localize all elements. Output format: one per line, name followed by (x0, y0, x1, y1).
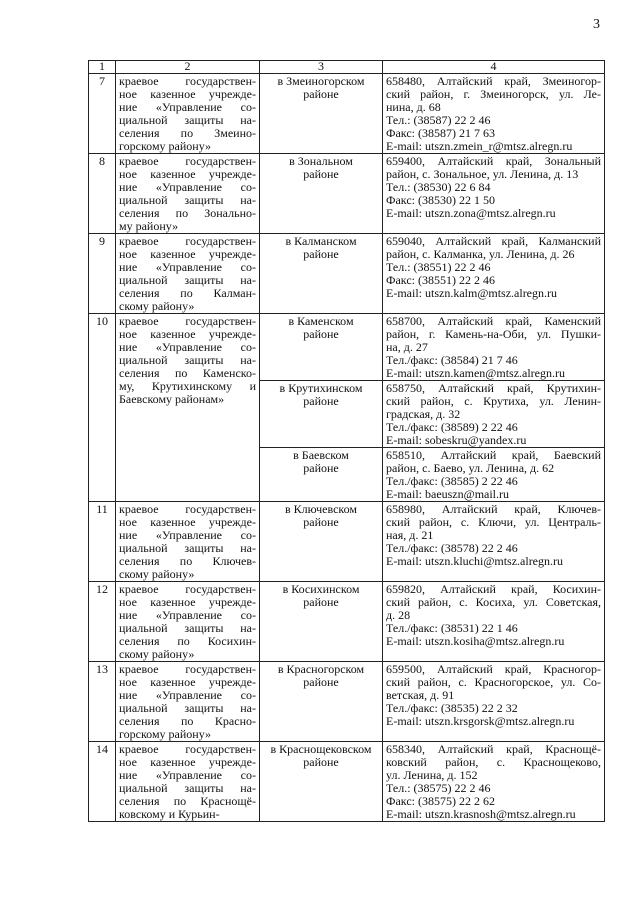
district-line: в Косихинском (282, 582, 360, 596)
phone: Тел./факс: (38578) 22 2 46 (386, 541, 518, 555)
organization-line: му, Крутихинскому и (119, 379, 256, 393)
address-line: 659820, Алтайский край, Косихин- (386, 582, 601, 596)
address-line: 658480, Алтайский край, Змеиногор- (386, 74, 601, 88)
organization-line: ковскому и Курьин- (119, 807, 220, 821)
fax: Факс: (38530) 22 1 50 (386, 193, 495, 207)
address-line: 658980, Алтайский край, Ключев- (386, 502, 601, 516)
table-row (89, 314, 605, 381)
organization-line: му району» (119, 219, 179, 233)
table-row (89, 662, 605, 742)
contact-info (383, 234, 605, 314)
district-name (260, 234, 383, 314)
organization-line: циальной защиты на- (119, 353, 256, 367)
phone: Тел.: (38587) 22 2 46 (386, 113, 491, 127)
organization-line: селения по Красно- (119, 714, 256, 728)
social-protection-offices-table (88, 60, 605, 822)
address-line: 658510, Алтайский край, Баевский (386, 448, 601, 462)
address-line: ковский район, с. Краснощеково, (386, 755, 601, 769)
organization-line: краевое государствен- (119, 74, 256, 88)
organization-line: ное казенное учрежде- (119, 595, 256, 609)
row-number: 12 (89, 582, 116, 662)
email: E-mail: baeuszn@mail.ru (386, 487, 510, 501)
address-line: ветская, д. 91 (386, 688, 455, 702)
address-line: ский район, с. Ключи, ул. Централь- (386, 515, 601, 529)
district-line: районе (303, 515, 339, 529)
address-line: на, д. 27 (386, 340, 428, 354)
district-name (260, 448, 383, 502)
address-line: район, с. Баево, ул. Ленина, д. 62 (386, 461, 555, 475)
organization-name (116, 74, 260, 154)
organization-name (116, 314, 260, 502)
district-line: районе (303, 247, 339, 261)
row-number: 7 (89, 74, 116, 154)
organization-line: краевое государствен- (119, 314, 256, 328)
email: E-mail: utszn.zmein_r@mtsz.alregn.ru (386, 139, 573, 153)
organization-line: ние «Управление со- (119, 100, 256, 114)
organization-line: циальной защиты на- (119, 113, 256, 127)
district-name (260, 154, 383, 234)
fax: Факс: (38587) 21 7 63 (386, 126, 495, 140)
district-line: районе (303, 167, 339, 181)
district-name (260, 582, 383, 662)
row-number: 11 (89, 502, 116, 582)
organization-line: ние «Управление со- (119, 260, 256, 274)
organization-line: скому району» (119, 647, 195, 661)
address-line: район, г. Камень-на-Оби, ул. Пушки- (386, 327, 601, 341)
contact-info (383, 154, 605, 234)
organization-line: селения по Каменско- (119, 366, 256, 380)
district-line: районе (303, 461, 339, 475)
phone: Тел.: (38551) 22 2 46 (386, 260, 491, 274)
organization-line: циальной защиты на- (119, 273, 256, 287)
organization-line: ние «Управление со- (119, 528, 256, 542)
email: E-mail: utszn.zona@mtsz.alregn.ru (386, 206, 556, 220)
email: E-mail: utszn.krsgorsk@mtsz.alregn.ru (386, 714, 575, 728)
address-line: район, с. Калманка, ул. Ленина, д. 26 (386, 247, 575, 261)
organization-line: ние «Управление со- (119, 180, 256, 194)
organization-name (116, 154, 260, 234)
phone: Тел./факс: (38535) 22 2 32 (386, 701, 518, 715)
row-number: 14 (89, 742, 116, 822)
address-line: 659400, Алтайский край, Зональный (386, 154, 601, 168)
district-line: в Каменском (288, 314, 354, 328)
organization-line: краевое государствен- (119, 742, 256, 756)
organization-line: циальной защиты на- (119, 701, 256, 715)
district-line: районе (303, 675, 339, 689)
header-cell-3: 3 (260, 61, 383, 74)
organization-line: ное казенное учрежде- (119, 755, 256, 769)
phone: Тел./факс: (38584) 21 7 46 (386, 353, 518, 367)
address-line: ский район, с. Косиха, ул. Советская, (386, 595, 601, 609)
email: E-mail: utszn.kosiha@mtsz.alregn.ru (386, 634, 565, 648)
address-line: ский район, с. Красногорское, ул. Со- (386, 675, 601, 689)
district-line: в Красногорском (277, 662, 365, 676)
organization-line: селения по Калман- (119, 286, 256, 300)
organization-line: ное казенное учрежде- (119, 87, 256, 101)
phone: Тел.: (38530) 22 6 84 (386, 180, 491, 194)
organization-line: ние «Управление со- (119, 608, 256, 622)
phone: Тел./факс: (38585) 2 22 46 (386, 474, 518, 488)
organization-line: горскому району» (119, 727, 212, 741)
organization-line: ное казенное учрежде- (119, 167, 256, 181)
email: E-mail: utszn.kamen@mtsz.alregn.ru (386, 366, 565, 380)
phone: Тел.: (38575) 22 2 46 (386, 781, 491, 795)
district-line: в Ключевском (284, 502, 358, 516)
header-cell-1: 1 (89, 61, 116, 74)
organization-line: циальной защиты на- (119, 621, 256, 635)
contact-info (383, 74, 605, 154)
organization-line: циальной защиты на- (119, 541, 256, 555)
district-line: в Зональном (289, 154, 353, 168)
contact-info (383, 502, 605, 582)
organization-name (116, 582, 260, 662)
fax: Факс: (38551) 22 2 46 (386, 273, 495, 287)
organization-name (116, 662, 260, 742)
phone: Тел./факс: (38531) 22 1 46 (386, 621, 518, 635)
organization-line: скому району» (119, 299, 195, 313)
contact-info (383, 448, 605, 502)
address-line: градская, д. 32 (386, 407, 461, 421)
organization-name (116, 742, 260, 822)
district-line: в Змеиногорском (277, 74, 365, 88)
table-row (89, 74, 605, 154)
contact-info (383, 742, 605, 822)
organization-line: ное казенное учрежде- (119, 247, 256, 261)
district-line: в Калманском (285, 234, 357, 248)
email: E-mail: utszn.kalm@mtsz.alregn.ru (386, 286, 558, 300)
district-line: районе (303, 755, 339, 769)
district-line: районе (303, 87, 339, 101)
fax: Факс: (38575) 22 2 62 (386, 794, 495, 808)
address-line: ул. Ленина, д. 152 (386, 768, 478, 782)
organization-line: селения по Ключев- (119, 554, 256, 568)
address-line: 659500, Алтайский край, Красногор- (386, 662, 601, 676)
address-line: 658750, Алтайский край, Крутихин- (386, 381, 601, 395)
row-number: 13 (89, 662, 116, 742)
row-number: 9 (89, 234, 116, 314)
address-line: нина, д. 68 (386, 100, 441, 114)
organization-line: селения по Змеино- (119, 126, 256, 140)
table-row (89, 234, 605, 314)
district-name (260, 662, 383, 742)
district-name (260, 74, 383, 154)
organization-line: циальной защиты на- (119, 193, 256, 207)
district-name (260, 381, 383, 448)
district-name (260, 314, 383, 381)
table-header-row (89, 61, 605, 74)
organization-line: ное казенное учрежде- (119, 515, 256, 529)
organization-line: краевое государствен- (119, 662, 256, 676)
table-row (89, 154, 605, 234)
district-line: в Краснощековском (270, 742, 372, 756)
contact-info (383, 314, 605, 381)
email: E-mail: utszn.krasnosh@mtsz.alregn.ru (386, 807, 576, 821)
contact-info (383, 662, 605, 742)
district-line: районе (303, 394, 339, 408)
organization-line: краевое государствен- (119, 154, 256, 168)
email: E-mail: sobeskru@yandex.ru (386, 433, 527, 447)
row-number: 10 (89, 314, 116, 502)
contact-info (383, 582, 605, 662)
organization-line: ное казенное учрежде- (119, 675, 256, 689)
organization-line: краевое государствен- (119, 234, 256, 248)
organization-line: ное казенное учрежде- (119, 327, 256, 341)
table-row (89, 582, 605, 662)
table-row (89, 502, 605, 582)
organization-line: горскому району» (119, 139, 212, 153)
organization-name (116, 234, 260, 314)
address-line: ский район, г. Змеиногорск, ул. Ле- (386, 87, 601, 101)
email: E-mail: utszn.kluchi@mtsz.alregn.ru (386, 554, 564, 568)
organization-line: ние «Управление со- (119, 768, 256, 782)
address-line: район, с. Зональное, ул. Ленина, д. 13 (386, 167, 579, 181)
organization-line: селения по Косихин- (119, 634, 256, 648)
header-cell-2: 2 (116, 61, 260, 74)
phone: Тел./факс: (38589) 2 22 46 (386, 420, 518, 434)
contact-info (383, 381, 605, 448)
address-line: д. 28 (386, 608, 411, 622)
organization-line: Баевскому районам» (119, 392, 225, 406)
address-line: ский район, с. Крутиха, ул. Ленин- (386, 394, 601, 408)
header-cell-4: 4 (383, 61, 605, 74)
district-name (260, 742, 383, 822)
district-name (260, 502, 383, 582)
row-number: 8 (89, 154, 116, 234)
organization-name (116, 502, 260, 582)
address-line: ная, д. 21 (386, 528, 434, 542)
organization-line: ние «Управление со- (119, 688, 256, 702)
address-line: 659040, Алтайский край, Калманский (386, 234, 601, 248)
organization-line: селения по Краснощё- (119, 794, 256, 808)
district-line: районе (303, 595, 339, 609)
organization-line: скому району» (119, 567, 195, 581)
table-row (89, 742, 605, 822)
address-line: 658340, Алтайский край, Краснощё- (386, 742, 601, 756)
organization-line: краевое государствен- (119, 502, 256, 516)
organization-line: ние «Управление со- (119, 340, 256, 354)
organization-line: циальной защиты на- (119, 781, 256, 795)
district-line: районе (303, 327, 339, 341)
organization-line: селения по Зонально- (119, 206, 256, 220)
organization-line: краевое государствен- (119, 582, 256, 596)
address-line: 658700, Алтайский край, Каменский (386, 314, 601, 328)
district-line: в Крутихинском (279, 381, 363, 395)
district-line: в Баевском (293, 448, 349, 462)
page-number: 3 (593, 17, 600, 32)
